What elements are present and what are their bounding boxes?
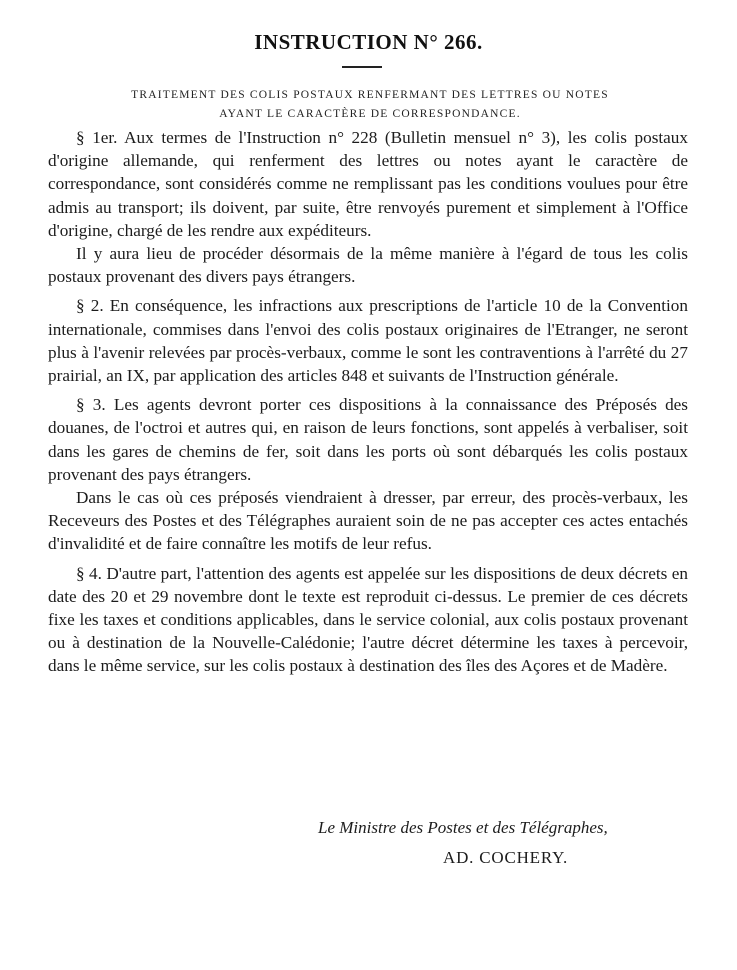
paragraph-section-1: § 1er. Aux termes de l'Instruction n° 228 (Bulletin mensuel n° 3), les colis postaux d'origine allemande, qui renferment des lettres ou notes ayant le caractère de correspondance, sont considérés comme ne remplissant pas les conditions voulues pour être admis au transport; ils doivent, par suite, être renvoyés purement et simplement à l'Office d'origine, chargé de les rendre aux expéditeurs. bbox=[48, 128, 688, 240]
signer-name: AD. COCHERY. bbox=[443, 848, 569, 867]
paragraph-section-2: § 2. En conséquence, les infractions aux prescriptions de l'article 10 de la Convention internationale, commises dans l'envoi des colis postaux originaires de l'Etranger, ne seront plus à l'avenir relevées par procès-verbaux, comme le sont les contraventions à l'arrêté du 27 prairial, an IX, par application des articles 848 et suivants de l'Instruction générale. bbox=[48, 296, 688, 386]
paragraph-section-3: § 3. Les agents devront porter ces dispositions à la connaissance des Préposés des douanes, de l'octroi et autres qui, en raison de leurs fonctions, sont appelés à verbaliser, soit dans les gares de chemins de fer, soit dans les ports où sont débarqués les colis postaux provenant des pays étrangers. bbox=[48, 395, 688, 484]
subtitle-line-2: AYANT LE CARACTÈRE DE CORRESPONDANCE. bbox=[219, 108, 521, 120]
document-body bbox=[48, 126, 688, 678]
signature-line: Le Ministre des Postes et des Télégraphes, bbox=[318, 818, 608, 837]
subtitle-line-1: TRAITEMENT DES COLIS POSTAUX RENFERMANT DES LETTRES OU NOTES bbox=[131, 89, 609, 101]
paragraph-section-4: § 4. D'autre part, l'attention des agents est appelée sur les dispositions de deux décrets en date des 20 et 29 novembre dont le texte est reproduit ci-dessus. Le premier de ces décrets fixe les taxes et conditions applicables, dans le service colonial, aux colis postaux provenant ou à destination de la Nouvelle-Calédonie; l'autre décret détermine les taxes à percevoir, dans le même service, sur les colis postaux à destination des îles des Açores et de Madère. bbox=[48, 563, 688, 676]
paragraph-section-3-continued: Dans le cas où ces préposés viendraient à dresser, par erreur, des procès-verbaux, les Receveurs des Postes et des Télégraphes auraient soin de ne pas accepter ces actes entachés d'invalidité et de faire connaître les motifs de leur refus. bbox=[48, 488, 688, 554]
paragraph-section-1-continued: Il y aura lieu de procéder désormais de la même manière à l'égard de tous les colis postaux provenant des divers pays étrangers. bbox=[48, 244, 688, 287]
document-subtitle bbox=[60, 86, 680, 124]
title-divider bbox=[342, 66, 382, 68]
document-title: INSTRUCTION N° 266. bbox=[254, 30, 483, 54]
